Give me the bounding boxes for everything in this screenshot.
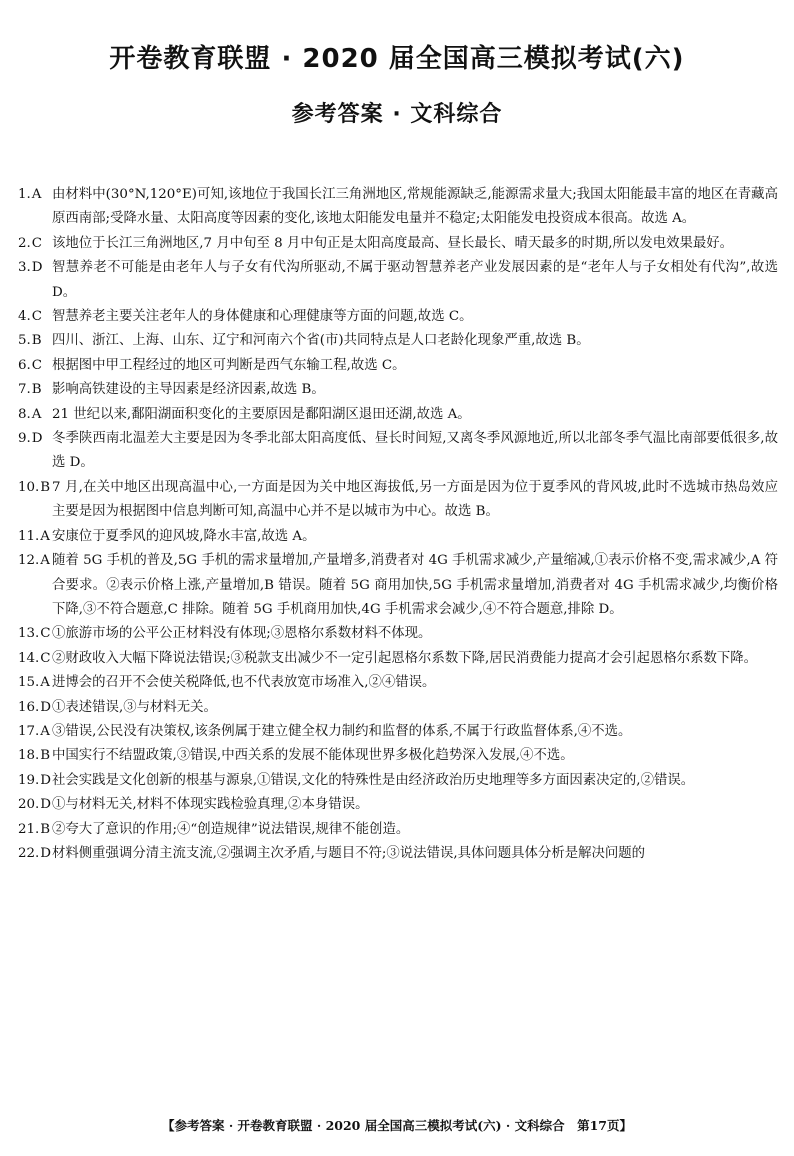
question-index: 4.: [18, 309, 31, 325]
answer-item: [18, 378, 778, 402]
answer-explanation: ②财政收入大幅下降说法错误;③税款支出减少不一定引起恩格尔系数下降,居民消费能力提高才会引起恩格尔系数下降。: [52, 650, 758, 666]
answer-option: D: [40, 797, 52, 813]
answer-explanation: ②夸大了意识的作用;④“创造规律”说法错误,规律不能创造。: [52, 821, 410, 837]
question-number: [18, 525, 50, 549]
answer-item: [18, 818, 778, 842]
question-number: [18, 842, 51, 866]
question-index: 15.: [18, 675, 40, 691]
answer-option: A: [40, 528, 50, 544]
question-number: [18, 378, 42, 402]
question-number: [18, 549, 50, 573]
answer-option: D: [31, 431, 43, 447]
answer-item: [18, 476, 778, 525]
question-number: [18, 476, 50, 500]
question-index: 22.: [18, 845, 40, 861]
document-subtitle: 参考答案 · 文科综合: [291, 102, 503, 127]
answer-option: A: [40, 553, 50, 569]
answer-explanation: 由材料中(30°N,120°E)可知,该地位于我国长江三角洲地区,常规能源缺乏,能源需求量大;我国太阳能最丰富的地区在青藏高原西南部;受降水量、太阳高度等因素的变化,该地太阳能发电量并不稳定;太阳能发电投资成本很高。故选 A。: [52, 187, 778, 227]
question-index: 10.: [18, 479, 40, 495]
answer-explanation: 智慧养老不可能是由老年人与子女有代沟所驱动,不属于驱动智慧养老产业发展因素的是“老年人与子女相处有代沟”,故选 D。: [52, 260, 778, 300]
answer-explanation: ①表述错误,③与材料无关。: [52, 699, 217, 715]
answer-explanation: 四川、浙江、上海、山东、辽宁和河南六个省(市)共同特点是人口老龄化现象严重,故选 B。: [52, 333, 590, 349]
question-index: 6.: [18, 357, 31, 373]
answer-item: [18, 696, 778, 720]
answer-explanation: ③错误,公民没有决策权,该条例属于建立健全权力制约和监督的体系,不属于行政监督体系,④不选。: [52, 723, 632, 739]
answer-option: D: [31, 260, 43, 276]
answer-item: [18, 329, 778, 353]
answer-explanation: 进博会的召开不会使关税降低,也不代表放宽市场准入,②④错误。: [52, 675, 436, 691]
answer-explanation: 根据图中甲工程经过的地区可判断是西气东输工程,故选 C。: [52, 357, 406, 373]
answer-option: C: [40, 650, 51, 666]
question-index: 20.: [18, 797, 40, 813]
question-number: [18, 232, 42, 256]
answer-item: [18, 622, 778, 646]
answer-explanation: 中国实行不结盟政策,③错误,中西关系的发展不能体现世界多极化趋势深入发展,④不选。: [52, 748, 574, 764]
answer-explanation: 社会实践是文化创新的根基与源泉,①错误,文化的特殊性是由经济政治历史地理等多方面因素决定的,②错误。: [52, 772, 695, 788]
question-index: 1.: [18, 187, 31, 202]
question-index: 13.: [18, 626, 40, 642]
question-index: 5.: [18, 333, 31, 349]
answer-item: [18, 354, 778, 378]
question-index: 19.: [18, 772, 40, 788]
answer-option: C: [31, 309, 43, 325]
question-index: 17.: [18, 723, 40, 739]
question-index: 16.: [18, 699, 40, 715]
answer-item: [18, 305, 778, 329]
question-number: [18, 183, 41, 207]
answer-option: B: [40, 479, 51, 495]
question-index: 14.: [18, 650, 40, 666]
answer-item: [18, 793, 778, 817]
answer-option: A: [40, 675, 50, 691]
answer-item: [18, 744, 778, 768]
question-number: [18, 671, 50, 695]
answer-item: [18, 769, 778, 793]
question-number: [18, 354, 42, 378]
answer-option: C: [31, 235, 43, 251]
answer-explanation: 安康位于夏季风的迎风坡,降水丰富,故选 A。: [52, 528, 316, 544]
question-number: [18, 744, 50, 768]
question-index: 9.: [18, 431, 31, 447]
answer-item: [18, 647, 778, 671]
question-index: 21.: [18, 821, 40, 837]
question-number: [18, 427, 43, 451]
question-number: [18, 720, 50, 744]
question-index: 8.: [18, 406, 31, 422]
document-title: 开卷教育联盟 · 2020 届全国高三模拟考试(六): [109, 44, 685, 74]
answer-option: A: [31, 406, 42, 422]
answer-option: D: [40, 699, 52, 715]
answer-explanation: 材料侧重强调分清主流支流,②强调主次矛盾,与题目不符;③说法错误,具体问题具体分析是解决问题的: [52, 845, 646, 861]
answer-explanation: 冬季陕西南北温差大主要是因为冬季北部太阳高度低、昼长时间短,又离冬季风源地近,所以北部冬季气温比南部要低很多,故选 D。: [52, 431, 778, 471]
answer-item: [18, 842, 778, 866]
page-footer: 【参考答案 · 开卷教育联盟 · 2020 届全国高三模拟考试(六) · 文科综合 第17页】: [161, 1118, 633, 1133]
answer-item: [18, 427, 778, 476]
answer-item: [18, 183, 778, 232]
answer-option: B: [31, 382, 42, 398]
answer-item: [18, 549, 778, 622]
answer-item: [18, 403, 778, 427]
answer-item: [18, 232, 778, 256]
question-number: [18, 622, 51, 646]
answer-item: [18, 720, 778, 744]
question-index: 18.: [18, 748, 40, 764]
answer-option: C: [40, 626, 51, 642]
answer-list: [18, 183, 778, 866]
question-number: [18, 256, 43, 280]
question-number: [18, 329, 42, 353]
answer-option: B: [40, 821, 51, 837]
answer-option: D: [40, 772, 52, 788]
answer-option: B: [31, 333, 42, 349]
question-number: [18, 647, 51, 671]
answer-option: A: [40, 723, 50, 739]
answer-explanation: 7 月,在关中地区出现高温中心,一方面是因为关中地区海拔低,另一方面是因为位于夏季风的背风坡,此时不选城市热岛效应主要是因为根据图中信息判断可知,高温中心并不是以城市为中心。故选 B。: [52, 479, 778, 520]
answer-explanation: ①旅游市场的公平公正材料没有体现;③恩格尔系数材料不体现。: [52, 626, 432, 642]
question-index: 2.: [18, 235, 31, 251]
question-number: [18, 696, 51, 720]
answer-explanation: 21 世纪以来,鄱阳湖面积变化的主要原因是鄱阳湖区退田还湖,故选 A。: [52, 406, 471, 422]
question-index: 7.: [18, 382, 31, 398]
question-number: [18, 769, 51, 793]
answer-explanation: 该地位于长江三角洲地区,7 月中旬至 8 月中旬正是太阳高度最高、昼长最长、晴天最多的时期,所以发电效果最好。: [52, 235, 734, 251]
answer-explanation: 影响高铁建设的主导因素是经济因素,故选 B。: [52, 382, 325, 398]
question-number: [18, 305, 42, 329]
answer-item: [18, 671, 778, 695]
question-number: [18, 818, 50, 842]
question-number: [18, 793, 51, 817]
question-number: [18, 403, 41, 427]
answer-option: C: [31, 357, 43, 373]
question-index: 3.: [18, 260, 31, 276]
answer-option: D: [40, 845, 52, 861]
question-index: 12.: [18, 553, 40, 569]
answer-explanation: ①与材料无关,材料不体现实践检验真理,②本身错误。: [52, 797, 369, 813]
question-index: 11.: [18, 528, 40, 544]
answer-explanation: 随着 5G 手机的普及,5G 手机的需求量增加,产量增多,消费者对 4G 手机需求减少,产量缩减,①表示价格不变,需求减少,A 符合要求。②表示价格上涨,产量增加,B 错误。随着 5G 商用加快,5G 手机需求量增加,消费者对 4G 手机需求减少,均衡价格下降,③不符合题意,C 排除。随着 5G 手机商用加快,4G 手机需求会减少,④不符合题意,排除 D。: [52, 553, 778, 617]
answer-item: [18, 525, 778, 549]
answer-explanation: 智慧养老主要关注老年人的身体健康和心理健康等方面的问题,故选 C。: [52, 309, 473, 325]
answer-option: A: [31, 187, 42, 202]
answer-item: [18, 256, 778, 305]
answer-option: B: [40, 748, 51, 764]
